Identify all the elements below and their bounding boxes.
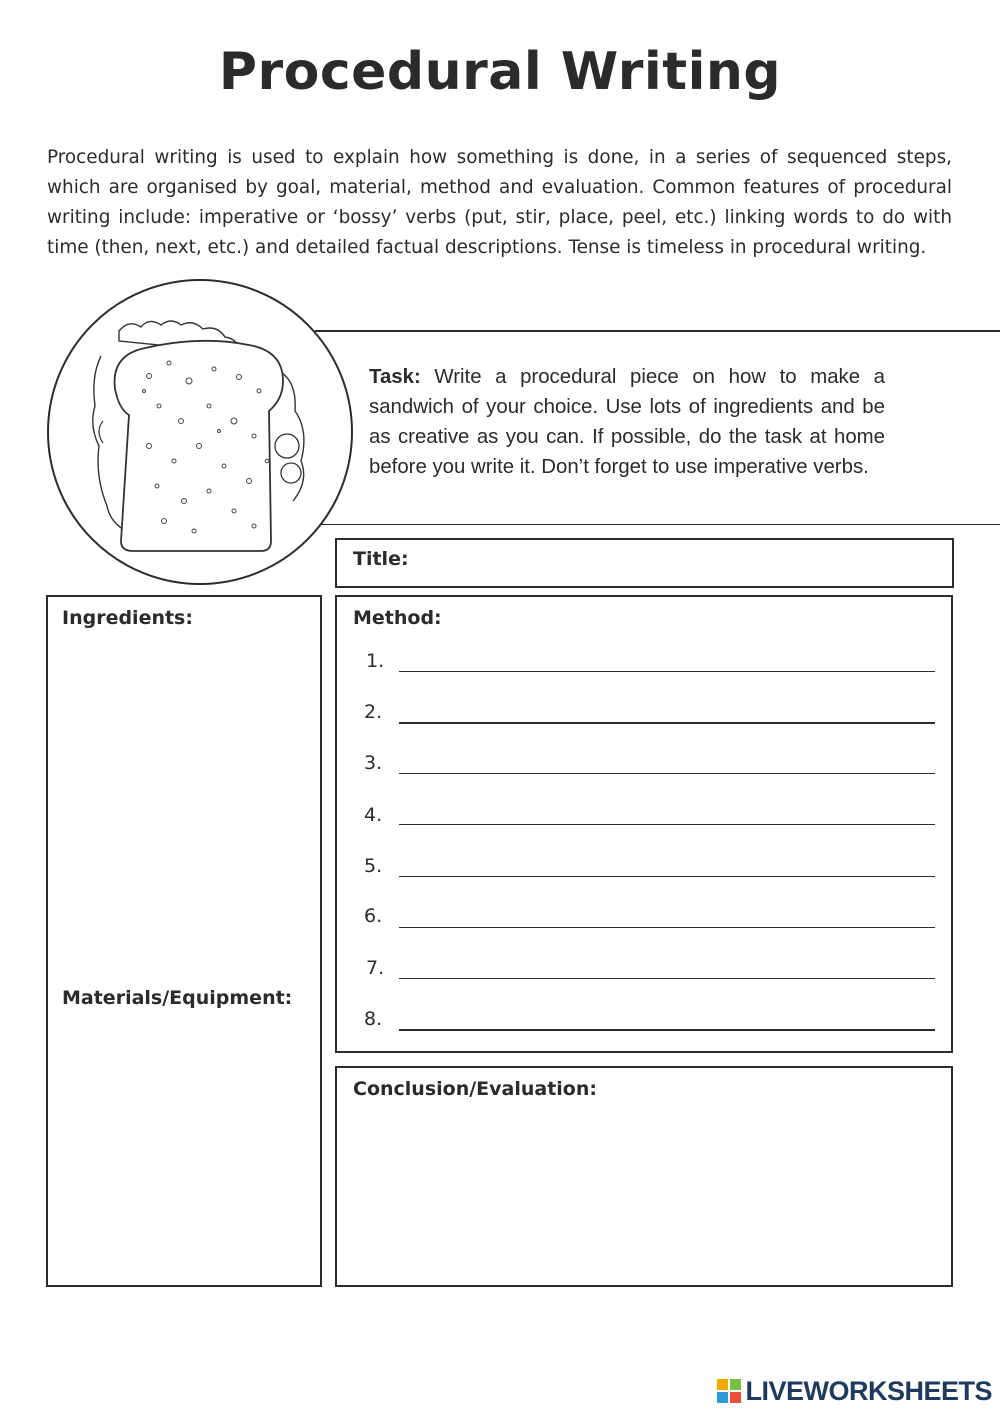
step-answer-line[interactable] xyxy=(399,722,935,724)
method-label: Method: xyxy=(353,607,442,629)
step-number: 5. xyxy=(364,855,383,877)
step-answer-line[interactable] xyxy=(399,1029,935,1031)
sandwich-icon xyxy=(49,281,351,583)
step-answer-line[interactable] xyxy=(399,927,935,928)
step-number: 8. xyxy=(364,1008,383,1030)
step-number: 2. xyxy=(364,701,383,723)
step-number: 1. xyxy=(366,650,385,672)
step-answer-line[interactable] xyxy=(399,824,935,825)
intro-paragraph: Procedural writing is used to explain how something is done, in a series of sequenced steps, which are organised by goal, material, method and evaluation. Common features of procedural writing include: imperative or ‘bossy’ verbs (put, stir, place, peel, etc.) linking words to do with time (then, next, etc.) and detailed factual descriptions. Tense is timeless in procedural writing. xyxy=(47,147,952,258)
ingredients-box[interactable] xyxy=(46,595,322,1287)
liveworksheets-logo xyxy=(717,1375,992,1407)
task-instructions xyxy=(369,362,885,482)
step-answer-line[interactable] xyxy=(399,978,935,979)
conclusion-box[interactable] xyxy=(335,1066,953,1287)
step-number: 3. xyxy=(364,752,383,774)
method-box xyxy=(335,595,953,1053)
step-number: 7. xyxy=(366,957,385,979)
step-answer-line[interactable] xyxy=(399,671,935,672)
title-label: Title: xyxy=(353,548,409,570)
materials-label: Materials/Equipment: xyxy=(62,987,293,1009)
conclusion-label: Conclusion/Evaluation: xyxy=(353,1078,597,1100)
title-box[interactable] xyxy=(335,538,954,588)
ingredients-label: Ingredients: xyxy=(62,607,193,629)
footer-brand: LIVEWORKSHEETS xyxy=(745,1375,992,1406)
task-label: Task: xyxy=(369,366,421,388)
page-title: Procedural Writing xyxy=(218,42,782,102)
sandwich-plate-illustration xyxy=(47,279,353,585)
task-text: Write a procedural piece on how to make a sandwich of your choice. Use lots of ingredients and be as creative as you can. If possible, do the task at home before you write it. Don’t forget to use imperative verbs. xyxy=(369,366,885,478)
task-top-rule xyxy=(315,330,1000,332)
task-bottom-rule xyxy=(315,524,1000,525)
step-answer-line[interactable] xyxy=(399,773,935,774)
liveworksheets-icon xyxy=(717,1379,741,1403)
step-number: 4. xyxy=(364,804,383,826)
step-answer-line[interactable] xyxy=(399,876,935,877)
step-number: 6. xyxy=(364,905,383,927)
